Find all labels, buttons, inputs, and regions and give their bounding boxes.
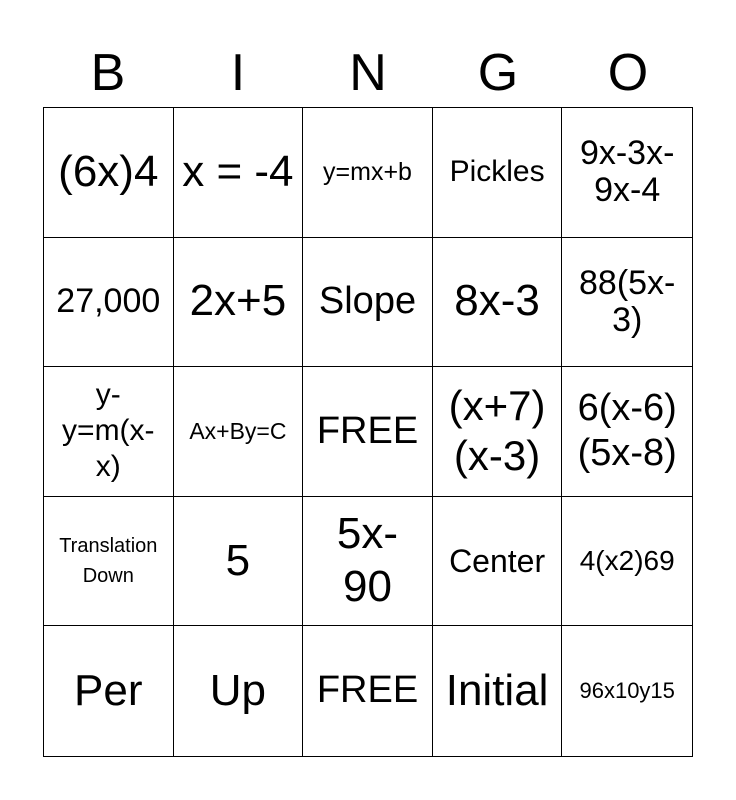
cell-text: 5x-90 (336, 509, 399, 612)
cell-text: Per (74, 665, 143, 715)
bingo-cell[interactable] (303, 238, 433, 368)
header-letter-g: G (477, 44, 519, 102)
bingo-cell[interactable] (433, 238, 563, 368)
bingo-cell[interactable] (303, 497, 433, 627)
cell-text: 8x-3 (454, 276, 540, 326)
header-letter-n: N (349, 44, 387, 102)
bingo-cell[interactable] (562, 238, 692, 368)
bingo-cell[interactable] (174, 367, 304, 497)
bingo-cell[interactable] (303, 626, 433, 756)
bingo-cell[interactable] (562, 108, 692, 238)
cell-text: FREE (316, 669, 419, 712)
bingo-cell[interactable] (433, 626, 563, 756)
bingo-cell[interactable] (433, 367, 563, 497)
bingo-cell[interactable] (433, 497, 563, 627)
cell-text: Center (449, 542, 546, 579)
cell-text: 9x-3x-9x-4 (579, 133, 675, 210)
cell-text: (6x)4 (58, 146, 159, 196)
header-letter-b: B (90, 44, 126, 102)
bingo-cell[interactable] (562, 497, 692, 627)
bingo-cell[interactable] (44, 626, 174, 756)
cell-text: Up (209, 665, 267, 715)
cell-text: 96x10y15 (579, 678, 675, 703)
cell-text: Ax+By=C (189, 417, 287, 444)
bingo-cell[interactable] (44, 108, 174, 238)
bingo-cell[interactable] (303, 367, 433, 497)
cell-text: 6(x-6)(5x-8) (577, 386, 677, 475)
cell-text: 27,000 (56, 282, 161, 321)
bingo-cell[interactable] (562, 367, 692, 497)
bingo-cell[interactable] (562, 626, 692, 756)
cell-text: Slope (318, 280, 417, 323)
cell-text: y=mx+b (323, 158, 412, 187)
cell-text: FREE (316, 409, 419, 452)
cell-text: y-y=m(x-x) (62, 378, 155, 484)
cell-text: Translation Down (59, 535, 158, 588)
bingo-cell[interactable] (303, 108, 433, 238)
header-letter-o: O (607, 44, 649, 102)
cell-text: 88(5x-3) (579, 263, 676, 339)
cell-text: 2x+5 (189, 276, 287, 326)
bingo-board (43, 107, 693, 757)
bingo-cell[interactable] (44, 497, 174, 627)
bingo-cell[interactable] (433, 108, 563, 238)
header-letter-i: I (230, 44, 246, 102)
bingo-cell[interactable] (174, 497, 304, 627)
cell-text: Initial (445, 665, 549, 715)
cell-text: Pickles (449, 155, 545, 189)
cell-text: x = -4 (182, 146, 294, 196)
cell-text: 4(x2)69 (579, 545, 675, 577)
cell-text: (x+7)(x-3) (448, 382, 546, 480)
bingo-cell[interactable] (174, 626, 304, 756)
cell-text: 5 (225, 535, 251, 585)
bingo-cell[interactable] (44, 238, 174, 368)
bingo-cell[interactable] (174, 108, 304, 238)
bingo-cell[interactable] (174, 238, 304, 368)
bingo-cell[interactable] (44, 367, 174, 497)
bingo-header (43, 40, 693, 106)
